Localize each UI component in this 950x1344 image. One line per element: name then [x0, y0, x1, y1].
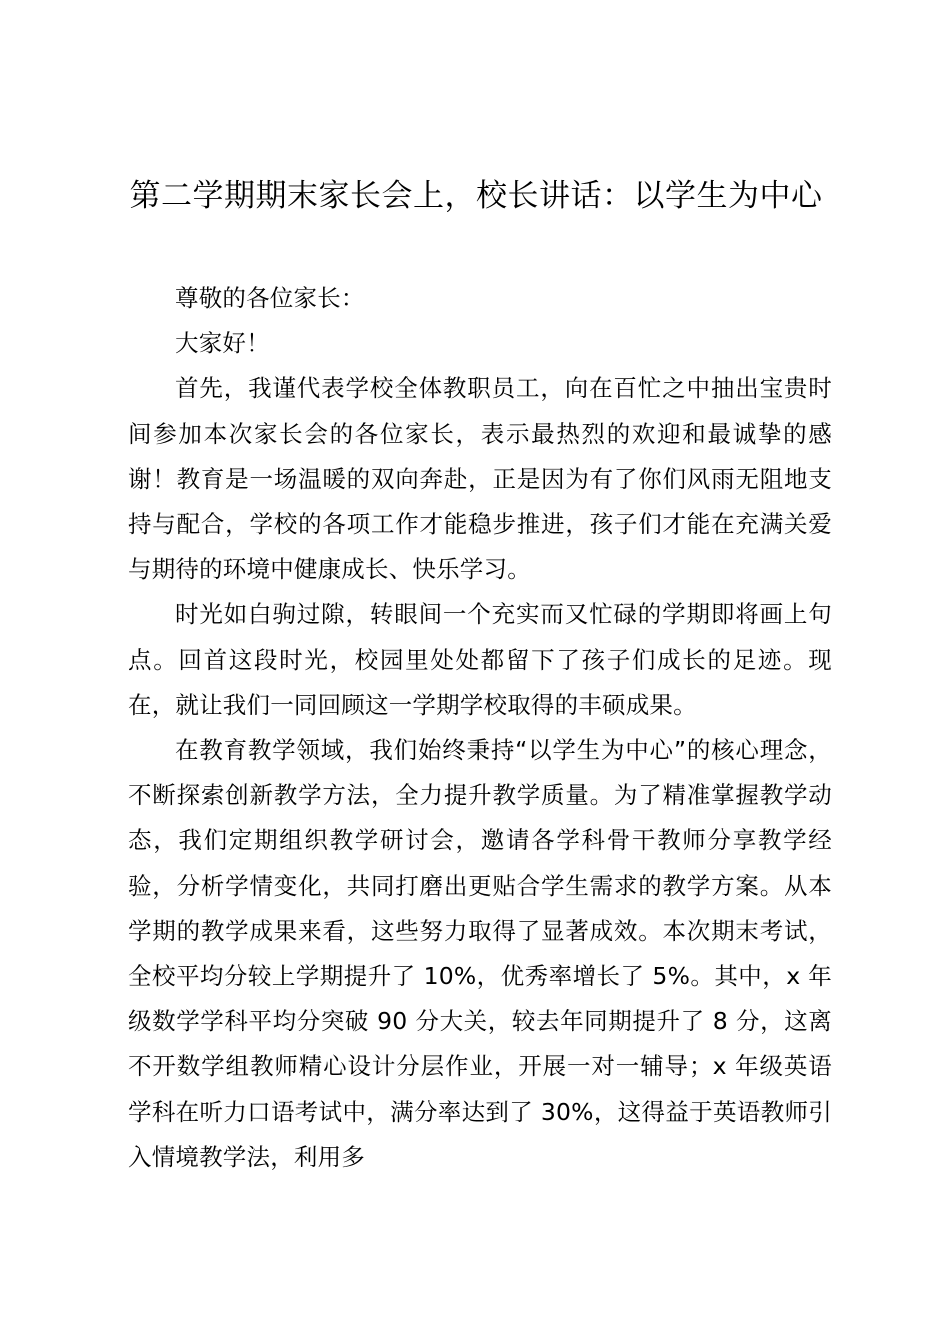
- document-title: 第二学期期末家长会上，校长讲话：以学生为中心: [129, 178, 823, 214]
- greeting: 大家好！: [175, 329, 270, 358]
- paragraph-review: 时光如白驹过隙，转眼间一个充实而又忙碌的学期即将画上句点。回首这段时光，校园里处处都留下了孩子们成长的足迹。现在，就让我们一同回顾这一学期学校取得的丰硕成果。: [128, 600, 832, 719]
- paragraph-welcome: 首先，我谨代表学校全体教职员工，向在百忙之中抽出宝贵时间参加本次家长会的各位家长，表示最热烈的欢迎和最诚挚的感谢！教育是一场温暖的双向奔赴，正是因为有了你们风雨无阻地支持与配合，学校的各项工作才能稳步推进，孩子们才能在充满关爱与期待的环境中健康成长、快乐学习。: [128, 374, 832, 584]
- document-body: [128, 276, 832, 1180]
- paragraph-teaching: 在教育教学领域，我们始终秉持“以学生为中心”的核心理念，不断探索创新教学方法，全力提升教学质量。为了精准掌握教学动态，我们定期组织教学研讨会，邀请各学科骨干教师分享教学经验，分析学情变化，共同打磨出更贴合学生需求的教学方案。从本学期的教学成果来看，这些努力取得了显著成效。本次期末考试，全校平均分较上学期提升了 10%，优秀率增长了 5%。其中，x 年级数学学科平均分突破 90 分大关，较去年同期提升了 8 分，这离不开数学组教师精心设计分层作业，开展一对一辅导；x 年级英语学科在听力口语考试中，满分率达到了 30%，这得益于英语教师引入情境教学法，利用多: [128, 736, 832, 1171]
- salutation: 尊敬的各位家长：: [175, 284, 365, 312]
